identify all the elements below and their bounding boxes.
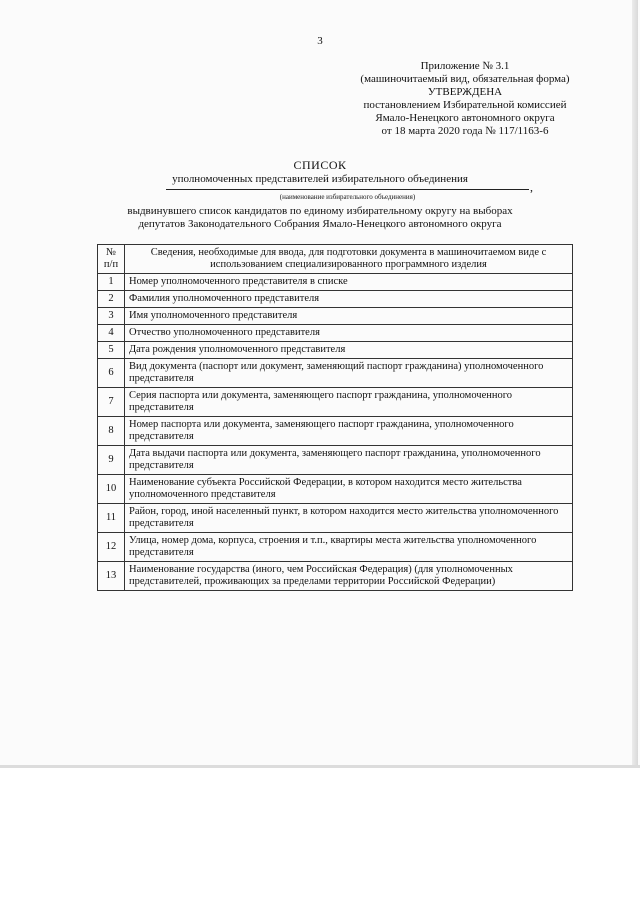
document-subtitle: уполномоченных представителей избирательного объединения [172,173,468,185]
document-title-block [0,159,640,186]
row-description: Фамилия уполномоченного представителя [125,291,573,308]
document-title: СПИСОК [293,158,347,172]
table-body [98,274,573,591]
table-row [98,325,573,342]
nomination-line-1: выдвинувшего список кандидатов по единому избирательному округу на выборах [127,205,513,217]
row-description: Отчество уполномоченного представителя [125,325,573,342]
row-number: 11 [98,504,125,533]
approval-region: Ямало-Ненецкого автономного округа [375,112,555,124]
scan-edge-right [632,0,638,765]
row-number: 8 [98,417,125,446]
row-number: 5 [98,342,125,359]
table-row [98,359,573,388]
table-row [98,475,573,504]
row-description: Улица, номер дома, корпуса, строения и т.п., квартиры места жительства уполномоченного представителя [125,533,573,562]
table-row [98,388,573,417]
association-name-line [166,189,529,190]
row-number: 2 [98,291,125,308]
row-number: 7 [98,388,125,417]
table-row [98,342,573,359]
row-number: 13 [98,562,125,591]
page-number: 3 [317,35,323,47]
row-number: 4 [98,325,125,342]
table-row [98,562,573,591]
approval-date: от 18 марта 2020 года № 117/1163-6 [381,125,549,137]
row-number: 12 [98,533,125,562]
row-description: Район, город, иной населенный пункт, в котором находится место жительства уполномоченного представителя [125,504,573,533]
table-row [98,291,573,308]
row-description: Дата выдачи паспорта или документа, заменяющего паспорт гражданина, уполномоченного представителя [125,446,573,475]
row-description: Номер уполномоченного представителя в списке [125,274,573,291]
table-row [98,274,573,291]
table-row [98,417,573,446]
appendix-number: Приложение № 3.1 [420,60,510,72]
row-number: 9 [98,446,125,475]
table-header-row [98,245,573,274]
row-description: Серия паспорта или документа, заменяющего паспорт гражданина, уполномоченного представителя [125,388,573,417]
approval-resolution: постановлением Избирательной комиссией [363,99,567,111]
table-row [98,504,573,533]
table-row [98,533,573,562]
appendix-form-type: (машиночитаемый вид, обязательная форма) [360,73,570,85]
association-name-caption: (наименование избирательного объединения) [279,193,416,201]
row-number: 1 [98,274,125,291]
approval-stamp: УТВЕРЖДЕНА [427,86,503,98]
row-description: Вид документа (паспорт или документ, заменяющий паспорт гражданина) уполномоченного представителя [125,359,573,388]
row-description: Наименование субъекта Российской Федерации, в котором находится место жительства уполномоченного представителя [125,475,573,504]
row-description: Номер паспорта или документа, заменяющего паспорт гражданина, уполномоченного представителя [125,417,573,446]
association-name-comma: , [530,180,533,194]
nomination-text [0,205,640,231]
fields-table [97,244,573,591]
header-number: № п/п [98,245,125,274]
row-number: 6 [98,359,125,388]
nomination-line-2: депутатов Законодательного Собрания Ямало-Ненецкого автономного округа [138,218,502,230]
table-row [98,446,573,475]
row-number: 3 [98,308,125,325]
scan-edge-bottom [0,765,640,768]
row-number: 10 [98,475,125,504]
table-row [98,308,573,325]
row-description: Дата рождения уполномоченного представителя [125,342,573,359]
appendix-block [330,60,600,138]
row-description: Имя уполномоченного представителя [125,308,573,325]
header-info: Сведения, необходимые для ввода, для подготовки документа в машиночитаемом виде с использованием специализированного программного изделия [125,245,573,274]
row-description: Наименование государства (иного, чем Российская Федерация) (для уполномоченных представителей, проживающих за пределами территории Российской Федерации) [125,562,573,591]
